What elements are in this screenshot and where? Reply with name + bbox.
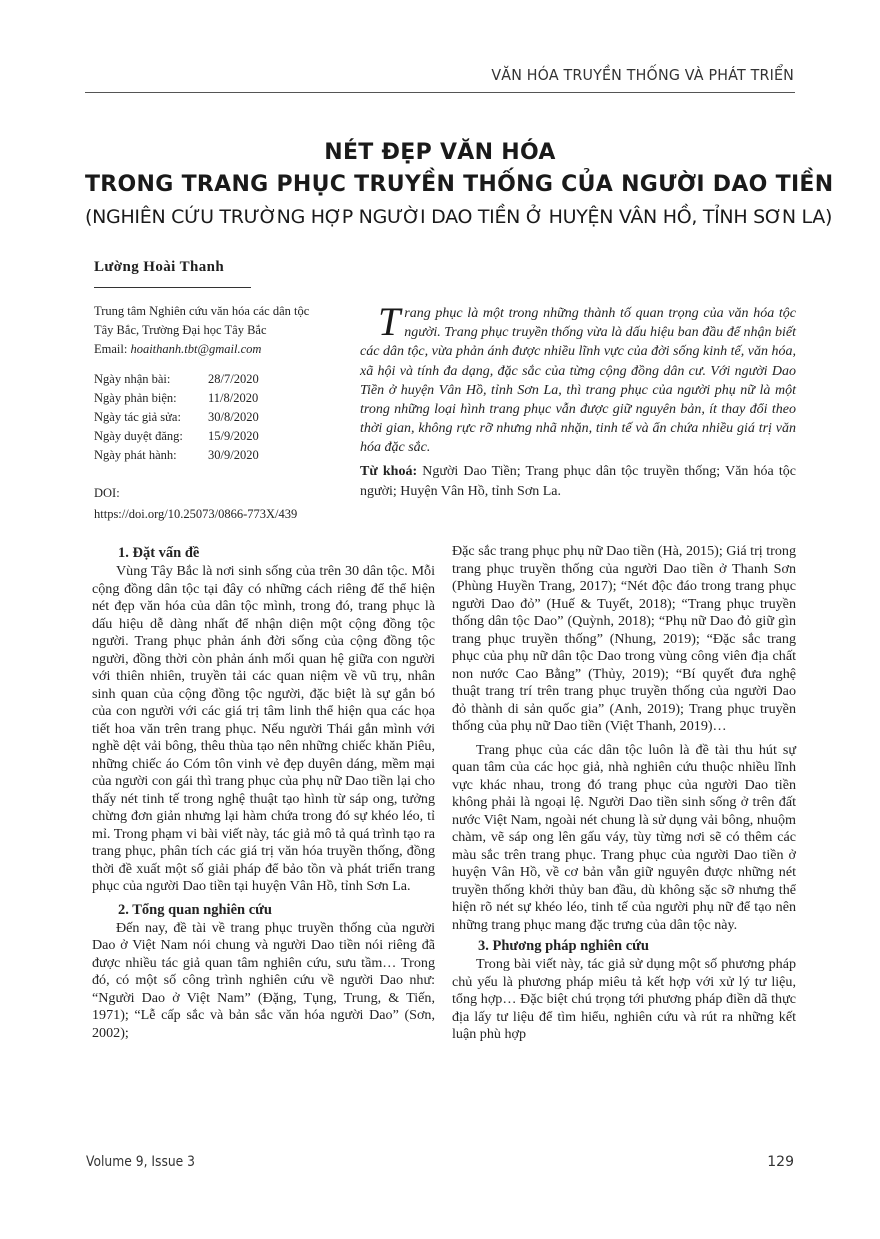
doi-label: DOI: — [94, 486, 120, 500]
email-address[interactable]: hoaithanh.tbt@gmail.com — [130, 342, 262, 356]
section-heading-2: 2. Tổng quan nghiên cứu — [118, 901, 272, 918]
affiliation-line2: Tây Bắc, Trường Đại học Tây Bắc — [94, 323, 267, 337]
abstract-text: rang phục là một trong những thành tố quan trọng của văn hóa tộc người. Trang phục truyền thống vừa là dấu hiệu ban đầu để nhận biết các dân tộc, vừa phản ánh được nhiều lĩnh vực của đời sống kinh tế, văn hóa, xã hội và tính đa dạng, đặc sắc của từng cộng đồng dân cư. Với người Dao Tiền ở huyện Vân Hồ, tỉnh Sơn La, thì trang phục của người phụ nữ là một trong những loại hình trang phục vẫn được giữ nguyên bản, ít thay đổi theo thời gian, không rực rỡ nhưng nhã nhặn, tinh tế và ẩn chứa nhiều giá trị văn hóa đặc sắc. — [360, 306, 796, 456]
affiliation — [94, 302, 309, 359]
affiliation-line1: Trung tâm Nghiên cứu văn hóa các dân tộc — [94, 304, 310, 318]
keywords-text: Người Dao Tiền; Trang phục dân tộc truyền thống; Văn hóa tộc người; Huyện Vân Hồ, tỉnh Sơn La. — [360, 464, 796, 499]
paragraph-overview: Đến nay, đề tài về trang phục truyền thống của người Dao ở Việt Nam nói chung và người Dao tiền nói riêng đã được nhiều tác giả quan tâm nghiên cứu, sưu tầm… Trong đó, có một số công trình nghiên cứu về người Dao như: “Người Dao ở Việt Nam” (Đặng, Tụng, Trung, & Tiến, 1971); “Lễ cấp sắc và bản sắc văn hóa người Dao” (Sơn, 2002); — [92, 919, 435, 1041]
date-row: Ngày phát hành: 30/9/2020 — [94, 448, 259, 462]
keywords — [360, 462, 796, 502]
article-title-line2: TRONG TRANG PHỤC TRUYỀN THỐNG CỦA NGƯỜI DAO TIỀN — [85, 172, 834, 197]
paragraph-overview-cont: Đặc sắc trang phục phụ nữ Dao tiền (Hà, 2015); Giá trị trong trang phục truyền thống của người Dao tiền ở Thanh Sơn (Phùng Huyền Trang, 2017); “Nét độc đáo trong trang phục người Dao đỏ” (Huế & Tuyết, 2018); “Trang phục truyền thống dân tộc Dao” (Quỳnh, 2018); “Phụ nữ Dao đỏ giữ gìn trang phục truyền thống” (Nhung, 2019); “Đặc sắc trang phục của phụ nữ dân tộc Dao trong vùng công viên địa chất non nước Cao Bằng” (Thủy, 2019); “Bí quyết đưa nghệ thuật trang trí trên trang phục truyền thống của người Dao đỏ thành di sản quốc gia” (Anh, 2019); Trang phục truyền thống của phụ nữ Dao tiền (Việt Thanh, 2019)… — [452, 543, 796, 734]
body-column-left — [92, 543, 435, 1042]
article-title-line1: NÉT ĐẸP VĂN HÓA — [324, 140, 556, 165]
email-line — [94, 340, 309, 359]
author-rule — [94, 287, 251, 288]
doi-link[interactable]: https://doi.org/10.25073/0866-773X/439 — [94, 507, 298, 521]
paragraph-method: Trong bài viết này, tác giả sử dụng một số phương pháp chủ yếu là phương pháp miêu tả kết hợp với xử lý tư liệu, tổng hợp… Đặc biệt chú trọng tới phương pháp điền dã thực địa lấy tư liệu để tìm hiểu, nghiên cứu và rút ra những kết luận phù hợp — [452, 956, 796, 1042]
keywords-label: Từ khoá: — [360, 464, 418, 479]
footer-volume: Volume 9, Issue 3 — [86, 1154, 196, 1170]
date-row: Ngày phản biện: 11/8/2020 — [94, 391, 259, 405]
doi-block — [94, 484, 297, 524]
article-subtitle: (NGHIÊN CỨU TRƯỜNG HỢP NGƯỜI DAO TIỀN Ở HUYỆN VÂN HỒ, TỈNH SƠN LA) — [85, 206, 833, 228]
dates-block — [94, 370, 259, 465]
paragraph-intro: Vùng Tây Bắc là nơi sinh sống của trên 30 dân tộc. Mỗi cộng đồng dân tộc tại đây có những cách riêng để thể hiện nét đẹp văn hóa của dân tộc mình, trong đó, trang phục là dấu hiệu dễ dàng nhất để nhận diện một cộng đồng tộc người. Trang phục phản ánh đời sống của cộng đồng tộc người, đồng thời còn phản ánh mối quan hệ giữa con người với thiên nhiên, truyền tải các quan niệm về vũ trụ, nhân sinh quan của cộng đồng tộc người, đặc biệt là sự gắn bó của con người với các giá trị tâm linh thể hiện qua các họa tiết hoa văn trên trang phục. Nếu người Thái gắn mình với nghề dệt vải bông, thêu thùa tạo nên những chiếc khăn Piêu, những chiếc áo Cóm tôn vinh vẻ đẹp duyên dáng, mềm mại của người con gái thì trang phục của phụ nữ Dao tiền lại cho thấy nét tinh tế trong nghệ thuật tạo hình từ sáp ong, tưởng chừng đơn giản nhưng lại hàm chứa trong đó sự khéo léo, tỉ mỉ. Trong phạm vi bài viết này, tác giả mô tả quá trình tạo ra trang phục, phân tích các giá trị văn hóa truyền thống, đồng thời đề xuất một số giải pháp để bảo tồn và phát triển trang phục của người Dao tiền tại huyện Vân Hồ, tỉnh Sơn La. — [92, 563, 435, 894]
paragraph-costume: Trang phục của các dân tộc luôn là đề tài thu hút sự quan tâm của các học giả, nhà nghiên cứu thuộc nhiều lĩnh vực khác nhau, trong đó trang phục của người Dao tiền không phải là ngoại lệ. Người Dao tiền sinh sống ở trên đất nước Việt Nam, ngoài nét chung là sử dụng vải bông, nhuộm chàm, vẽ sáp ong lên gấu váy, tùy từng nơi sẽ có thêm các màu sắc trên trang phục. Trang phục của người Dao tiền ở huyện Vân Hồ, về cơ bản vẫn giữ nguyên được những nét truyền thống khởi thủy ban đầu, dù không sặc sỡ nhưng thể hiện rõ nét sự khéo léo, tinh tế của người phụ nữ để tạo nên những trang phục mang đặc trưng của dân tộc này. — [452, 741, 796, 933]
running-header: VĂN HÓA TRUYỀN THỐNG VÀ PHÁT TRIỂN — [491, 66, 794, 84]
header-rule — [85, 92, 795, 93]
abstract — [360, 299, 796, 458]
body-column-right — [452, 543, 796, 1044]
date-row: Ngày nhận bài: 28/7/2020 — [94, 372, 259, 386]
email-label: Email: — [94, 342, 128, 356]
section-heading-1: 1. Đặt vấn đề — [118, 545, 200, 561]
date-row: Ngày tác giả sửa: 30/8/2020 — [94, 410, 259, 424]
abstract-dropcap: T — [378, 299, 401, 344]
author-name: Lường Hoài Thanh — [94, 259, 225, 275]
page-number: 129 — [767, 1154, 794, 1170]
date-row: Ngày duyệt đăng: 15/9/2020 — [94, 429, 259, 443]
section-heading-3: 3. Phương pháp nghiên cứu — [478, 938, 649, 954]
